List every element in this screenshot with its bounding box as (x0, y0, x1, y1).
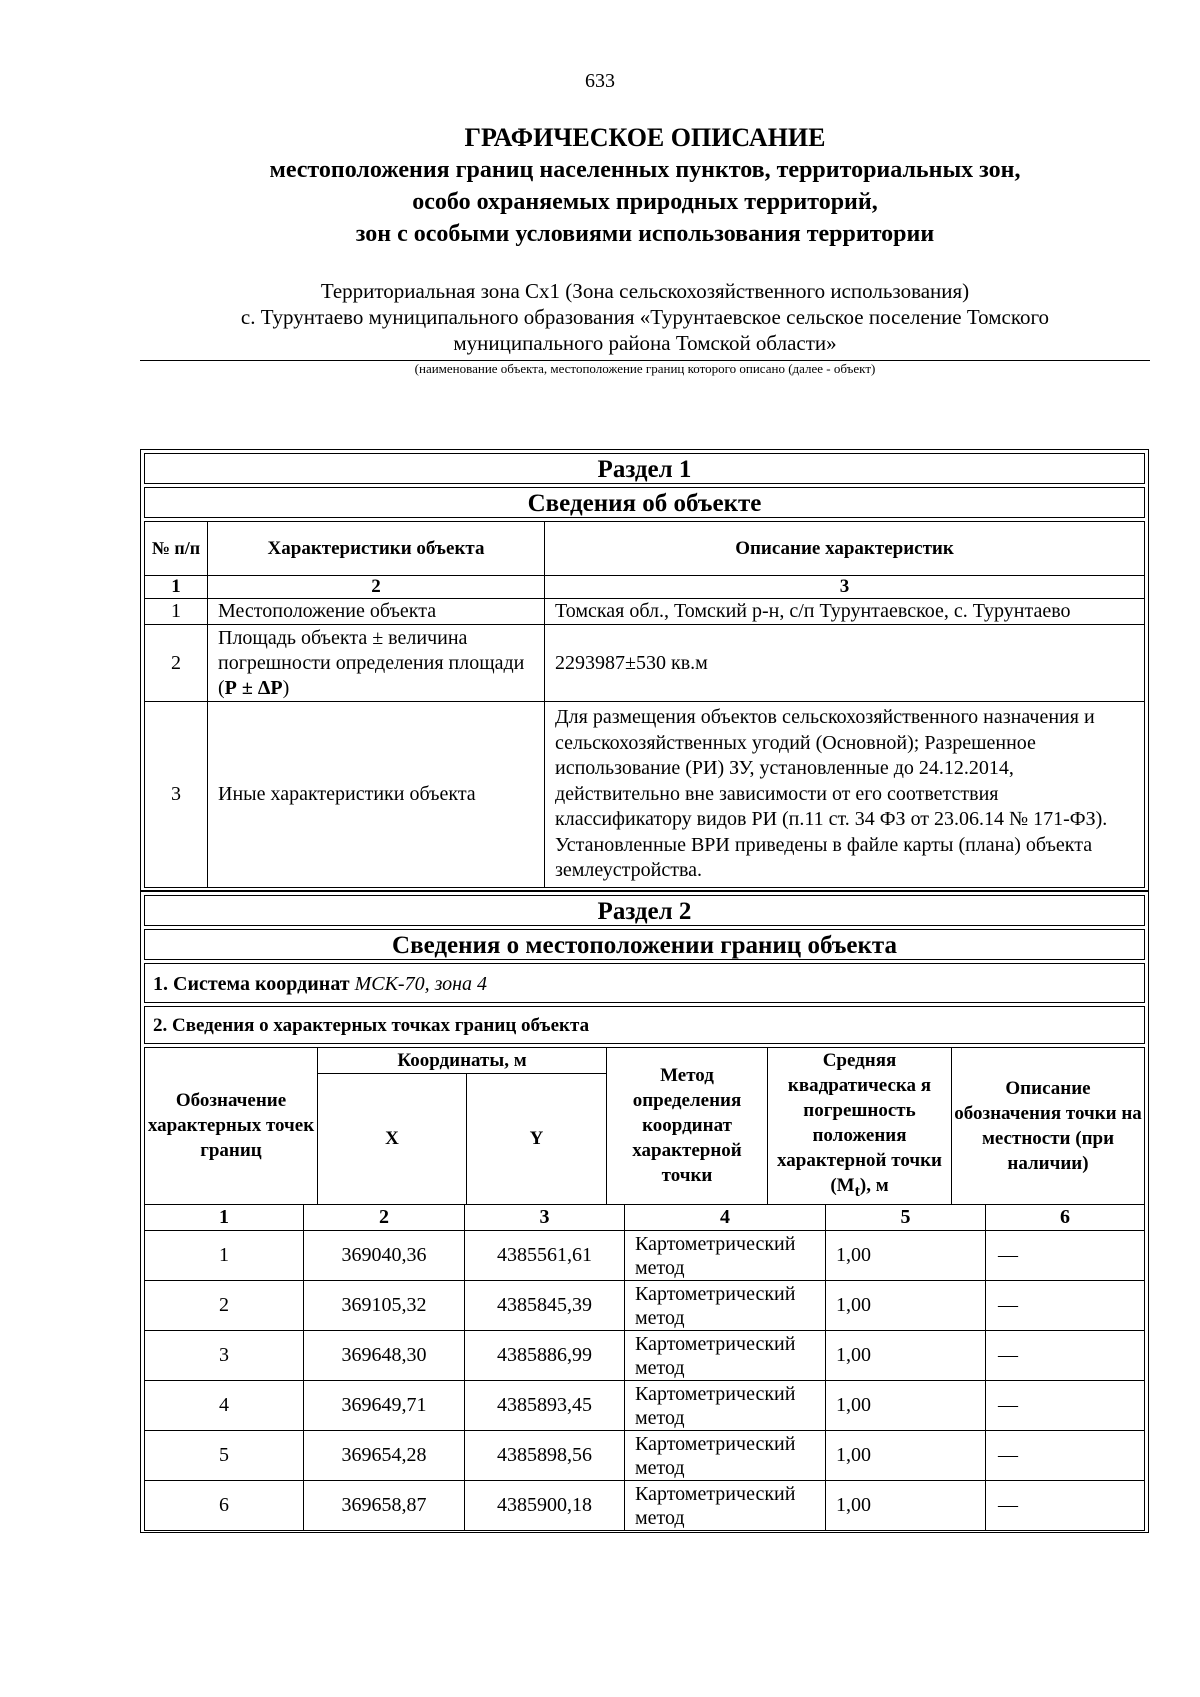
point-x: 369648,30 (304, 1331, 465, 1381)
section1-frame (140, 449, 1149, 891)
col-number: 4 (625, 1205, 826, 1231)
col-number: 2 (304, 1205, 465, 1231)
col-number: 1 (145, 1205, 304, 1231)
point-error: 1,00 (826, 1281, 986, 1331)
point-method: Картометрический метод (625, 1331, 826, 1381)
table-row (145, 599, 1145, 625)
point-error: 1,00 (826, 1431, 986, 1481)
document-subtitle-line: местоположения границ населенных пунктов, территориальных зон, (269, 157, 1021, 183)
characteristic-name: Иные характеристики объекта (208, 702, 545, 888)
characteristic-value: Для размещения объектов сельскохозяйственного назначения и сельскохозяйственных угодий (Основной); Разрешенное использование (РИ) ЗУ, установленные до 24.12.2014, действительно вне зависимости от его соответствия классификатору видов РИ (п.11 ст. 34 ФЗ от 23.06.14 № 171-ФЗ). Установленные ВРИ приведены в файле карты (плана) объекта землеустройства. (545, 702, 1145, 888)
point-number: 4 (145, 1381, 304, 1431)
col-number: 6 (986, 1205, 1145, 1231)
point-error: 1,00 (826, 1331, 986, 1381)
point-x: 369654,28 (304, 1431, 465, 1481)
characteristic-name: Местоположение объекта (208, 599, 545, 625)
table-row (145, 1331, 1145, 1381)
table-row (145, 1481, 1145, 1531)
col-header-number: № п/п (145, 522, 208, 576)
points-header-table (144, 1047, 1145, 1205)
characteristic-value: 2293987±530 кв.м (545, 625, 1145, 702)
col-number: 3 (465, 1205, 625, 1231)
point-error: 1,00 (826, 1231, 986, 1281)
point-error: 1,00 (826, 1481, 986, 1531)
point-method: Картометрический метод (625, 1231, 826, 1281)
col-header-characteristic: Характеристики объекта (208, 522, 545, 576)
header-designation: Обозначение характерных точек границ (145, 1048, 318, 1205)
characteristic-name: Площадь объекта ± величина погрешности определения площади (Р ± ΔР) (208, 625, 545, 702)
point-description: — (986, 1381, 1145, 1431)
point-y: 4385900,18 (465, 1481, 625, 1531)
object-name-block (140, 278, 1150, 356)
point-y: 4385893,45 (465, 1381, 625, 1431)
point-x: 369040,36 (304, 1231, 465, 1281)
section2-frame (140, 891, 1149, 1533)
section1-subtitle: Сведения об объекте (144, 487, 1145, 518)
header-coordinates: Координаты, м (318, 1048, 607, 1074)
points-header-wrap (144, 1047, 1145, 1201)
coordinate-system (144, 963, 1145, 1003)
point-y: 4385898,56 (465, 1431, 625, 1481)
col-number: 5 (826, 1205, 986, 1231)
coordinate-system-label: 1. Система координат (153, 973, 350, 995)
document-title: ГРАФИЧЕСКОЕ ОПИСАНИЕ (464, 123, 826, 152)
col-number: 1 (145, 576, 208, 599)
table-row (145, 702, 1145, 888)
points-section-label: 2. Сведения о характерных точках границ объекта (144, 1006, 1145, 1044)
object-characteristics-table (144, 521, 1145, 888)
col-number: 3 (545, 576, 1145, 599)
col-header-description: Описание характеристик (545, 522, 1145, 576)
header-y: Y (467, 1074, 607, 1205)
header-error: Средняя квадратическа я погрешность положения характерной точки $(M_t)$, м (768, 1048, 952, 1205)
points-body-wrap (144, 1204, 1145, 1530)
row-number: 1 (145, 599, 208, 625)
row-number: 2 (145, 625, 208, 702)
object-name-line: с. Турунтаево муниципального образования «Турунтаевское сельское поселение Томского (240, 305, 1050, 329)
point-description: — (986, 1231, 1145, 1281)
header-x: X (318, 1074, 467, 1205)
point-x: 369649,71 (304, 1381, 465, 1431)
point-x: 369658,87 (304, 1481, 465, 1531)
document-subtitle-line: особо охраняемых природных территорий, (412, 189, 878, 215)
point-number: 3 (145, 1331, 304, 1381)
point-number: 6 (145, 1481, 304, 1531)
coordinate-system-value: МСК-70, зона 4 (354, 973, 488, 995)
point-description: — (986, 1331, 1145, 1381)
header-description: Описание обозначения точки на местности (при наличии) (952, 1048, 1145, 1205)
point-number: 5 (145, 1431, 304, 1481)
document-subtitle-line: зон с особыми условиями использования территории (355, 221, 935, 247)
characteristic-value: Томская обл., Томский р-н, с/п Турунтаевское, с. Турунтаево (545, 599, 1145, 625)
section1-table-wrap (144, 521, 1145, 888)
point-x: 369105,32 (304, 1281, 465, 1331)
page-number: 633 (585, 70, 615, 92)
point-method: Картометрический метод (625, 1431, 826, 1481)
section2-subtitle: Сведения о местоположении границ объекта (144, 929, 1145, 960)
point-description: — (986, 1481, 1145, 1531)
point-description: — (986, 1431, 1145, 1481)
table-row (145, 1381, 1145, 1431)
row-number: 3 (145, 702, 208, 888)
point-number: 1 (145, 1231, 304, 1281)
object-name-line: муниципального района Томской области» (453, 331, 837, 355)
table-row (145, 1431, 1145, 1481)
table-row (145, 625, 1145, 702)
header-method: Метод определения координат характерной точки (607, 1048, 768, 1205)
point-method: Картометрический метод (625, 1481, 826, 1531)
section2-title: Раздел 2 (144, 895, 1145, 926)
point-number: 2 (145, 1281, 304, 1331)
point-y: 4385845,39 (465, 1281, 625, 1331)
points-table (144, 1204, 1145, 1531)
col-number: 2 (208, 576, 545, 599)
point-method: Картометрический метод (625, 1381, 826, 1431)
document-title-block (140, 122, 1150, 250)
point-method: Картометрический метод (625, 1281, 826, 1331)
object-caption: (наименование объекта, местоположение границ которого описано (далее - объект) (414, 361, 876, 376)
object-name-line: Территориальная зона Сх1 (Зона сельскохозяйственного использования) (320, 279, 970, 303)
table-row (145, 1281, 1145, 1331)
section1-title: Раздел 1 (144, 453, 1145, 484)
point-error: 1,00 (826, 1381, 986, 1431)
point-y: 4385561,61 (465, 1231, 625, 1281)
point-y: 4385886,99 (465, 1331, 625, 1381)
table-row (145, 1231, 1145, 1281)
point-description: — (986, 1281, 1145, 1331)
